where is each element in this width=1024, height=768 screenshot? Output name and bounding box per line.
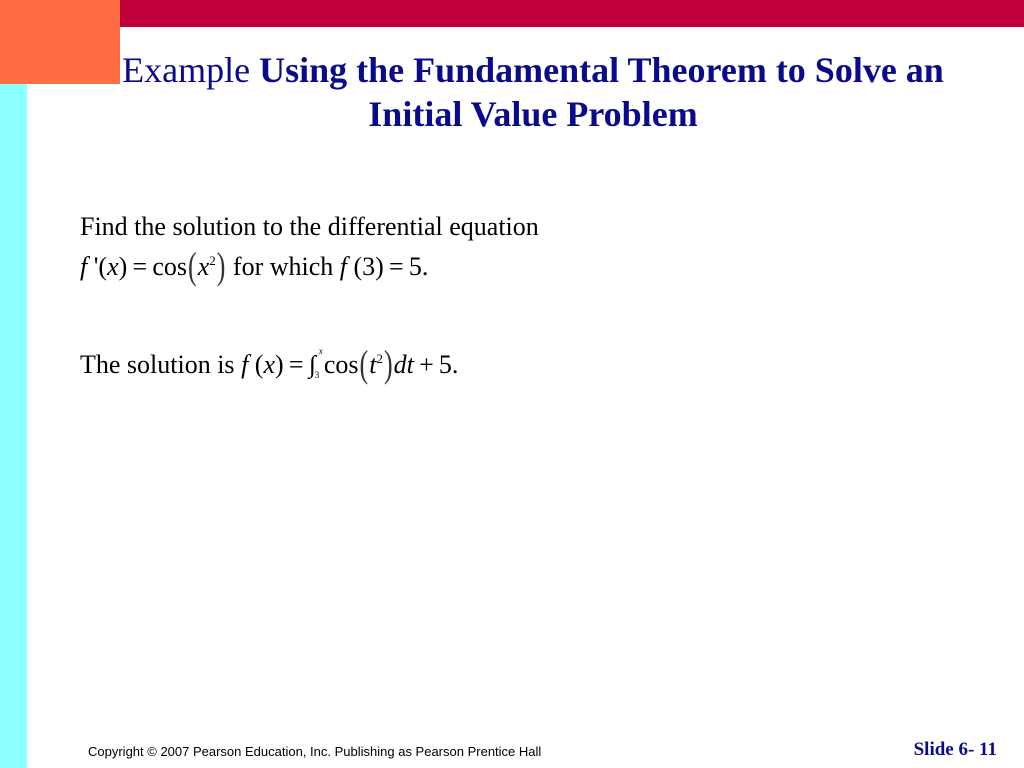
eq-x: x bbox=[107, 252, 119, 281]
eq-initial-condition: (3) = 5. bbox=[347, 252, 429, 281]
sol-f: f bbox=[241, 350, 249, 379]
eq-f: f bbox=[80, 252, 88, 281]
problem-statement: Find the solution to the differential equation bbox=[80, 212, 539, 241]
integral-upper-limit: x bbox=[318, 346, 323, 356]
eq-prime: '( bbox=[87, 252, 108, 281]
sol-open: ( bbox=[248, 350, 264, 379]
title-lead: Example bbox=[122, 50, 251, 90]
copyright-notice: Copyright © 2007 Pearson Education, Inc. Publishing as Pearson Prentice Hall bbox=[88, 744, 542, 759]
solution-prefix: The solution is bbox=[80, 350, 242, 379]
sol-t: t bbox=[369, 350, 377, 379]
eq-exponent: 2 bbox=[209, 253, 216, 268]
left-paren: ( bbox=[188, 245, 197, 288]
sol-equals: ) = bbox=[275, 350, 309, 379]
sol-right-paren: ) bbox=[383, 343, 393, 386]
sol-exponent: 2 bbox=[376, 351, 383, 366]
sol-cos: cos bbox=[323, 350, 359, 379]
eq-equals-cos: ) = cos bbox=[118, 252, 188, 281]
slide-number: Slide 6- 11 bbox=[913, 739, 997, 760]
sol-left-paren: ( bbox=[359, 343, 369, 386]
left-accent-strip bbox=[0, 84, 27, 768]
solution-statement bbox=[80, 343, 459, 386]
integral-sign: ∫ x 3 bbox=[308, 346, 323, 380]
integral-lower-limit: 3 bbox=[314, 370, 320, 380]
eq-f-initial: f bbox=[339, 252, 347, 281]
eq-x-squared-base: x bbox=[197, 252, 210, 281]
eq-for-which: for which bbox=[226, 252, 340, 281]
sol-dt: dt bbox=[393, 350, 414, 379]
sol-tail: + 5. bbox=[413, 350, 459, 379]
slide-title bbox=[120, 48, 946, 136]
top-accent-bar bbox=[120, 0, 1024, 27]
corner-accent-block bbox=[0, 0, 120, 84]
differential-equation bbox=[80, 245, 429, 288]
right-paren: ) bbox=[216, 245, 226, 288]
title-bold: Using the Fundamental Theorem to Solve an Initial Value Problem bbox=[259, 50, 944, 134]
sol-x: x bbox=[263, 350, 276, 379]
